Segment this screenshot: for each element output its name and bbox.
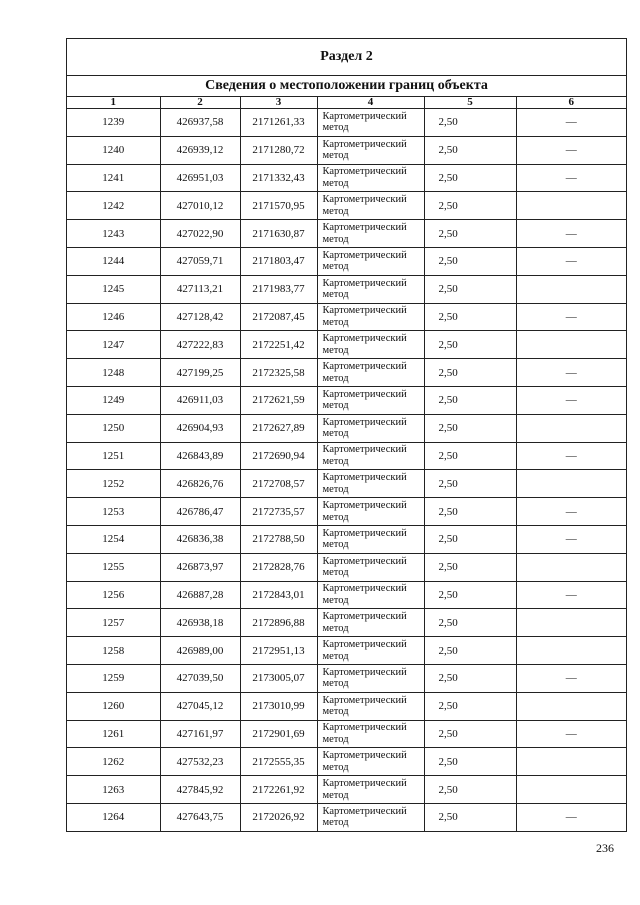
column-header: 3	[240, 97, 317, 109]
column-6-cell	[516, 331, 626, 359]
boundary-table	[67, 97, 626, 832]
column-6-cell: —	[516, 664, 626, 692]
coord-y-cell: 2172621,59	[240, 386, 317, 414]
accuracy-cell: 2,50	[424, 525, 516, 553]
point-number-cell: 1258	[67, 637, 160, 665]
coord-y-cell: 2172261,92	[240, 776, 317, 804]
method-cell: Картометрический метод	[317, 609, 424, 637]
column-6-cell	[516, 192, 626, 220]
table-row	[67, 664, 626, 692]
coord-y-cell: 2172788,50	[240, 525, 317, 553]
method-cell: Картометрический метод	[317, 525, 424, 553]
section-subtitle: Сведения о местоположении границ объекта	[67, 76, 626, 97]
accuracy-cell: 2,50	[424, 303, 516, 331]
coord-x-cell: 427199,25	[160, 359, 240, 387]
accuracy-cell: 2,50	[424, 220, 516, 248]
method-cell: Картометрический метод	[317, 275, 424, 303]
coord-y-cell: 2171570,95	[240, 192, 317, 220]
section-title: Раздел 2	[67, 39, 626, 76]
accuracy-cell: 2,50	[424, 331, 516, 359]
method-cell: Картометрический метод	[317, 220, 424, 248]
method-cell: Картометрический метод	[317, 136, 424, 164]
column-header: 5	[424, 97, 516, 109]
coord-x-cell: 427643,75	[160, 803, 240, 831]
table-row	[67, 359, 626, 387]
coord-x-cell: 426951,03	[160, 164, 240, 192]
coord-y-cell: 2172251,42	[240, 331, 317, 359]
coord-y-cell: 2173005,07	[240, 664, 317, 692]
coord-x-cell: 426911,03	[160, 386, 240, 414]
table-row	[67, 247, 626, 275]
method-cell: Картометрический метод	[317, 247, 424, 275]
table-row	[67, 192, 626, 220]
accuracy-cell: 2,50	[424, 776, 516, 804]
table-row	[67, 803, 626, 831]
accuracy-cell: 2,50	[424, 553, 516, 581]
coord-x-cell: 426836,38	[160, 525, 240, 553]
column-6-cell: —	[516, 386, 626, 414]
coord-y-cell: 2171803,47	[240, 247, 317, 275]
method-cell: Картометрический метод	[317, 414, 424, 442]
method-cell: Картометрический метод	[317, 386, 424, 414]
point-number-cell: 1256	[67, 581, 160, 609]
point-number-cell: 1246	[67, 303, 160, 331]
coord-y-cell: 2172325,58	[240, 359, 317, 387]
column-6-cell: —	[516, 220, 626, 248]
coord-x-cell: 427222,83	[160, 331, 240, 359]
coord-x-cell: 426989,00	[160, 637, 240, 665]
column-6-cell	[516, 609, 626, 637]
accuracy-cell: 2,50	[424, 247, 516, 275]
method-cell: Картометрический метод	[317, 803, 424, 831]
method-cell: Картометрический метод	[317, 442, 424, 470]
method-cell: Картометрический метод	[317, 498, 424, 526]
column-6-cell: —	[516, 164, 626, 192]
coord-y-cell: 2171630,87	[240, 220, 317, 248]
coord-y-cell: 2171983,77	[240, 275, 317, 303]
method-cell: Картометрический метод	[317, 109, 424, 137]
point-number-cell: 1263	[67, 776, 160, 804]
column-6-cell	[516, 553, 626, 581]
coord-x-cell: 427059,71	[160, 247, 240, 275]
coord-x-cell: 426887,28	[160, 581, 240, 609]
accuracy-cell: 2,50	[424, 720, 516, 748]
coord-y-cell: 2172026,92	[240, 803, 317, 831]
point-number-cell: 1253	[67, 498, 160, 526]
coord-y-cell: 2172690,94	[240, 442, 317, 470]
column-6-cell: —	[516, 581, 626, 609]
accuracy-cell: 2,50	[424, 164, 516, 192]
accuracy-cell: 2,50	[424, 109, 516, 137]
column-6-cell: —	[516, 109, 626, 137]
column-6-cell: —	[516, 247, 626, 275]
column-6-cell: —	[516, 442, 626, 470]
column-6-cell: —	[516, 720, 626, 748]
coord-y-cell: 2172843,01	[240, 581, 317, 609]
column-6-cell: —	[516, 136, 626, 164]
point-number-cell: 1259	[67, 664, 160, 692]
table-row	[67, 720, 626, 748]
method-cell: Картометрический метод	[317, 637, 424, 665]
column-6-cell	[516, 692, 626, 720]
coord-y-cell: 2172828,76	[240, 553, 317, 581]
coord-x-cell: 426904,93	[160, 414, 240, 442]
accuracy-cell: 2,50	[424, 803, 516, 831]
coord-x-cell: 426939,12	[160, 136, 240, 164]
table-row	[67, 275, 626, 303]
method-cell: Картометрический метод	[317, 470, 424, 498]
accuracy-cell: 2,50	[424, 136, 516, 164]
point-number-cell: 1249	[67, 386, 160, 414]
column-header: 6	[516, 97, 626, 109]
column-6-cell: —	[516, 498, 626, 526]
accuracy-cell: 2,50	[424, 192, 516, 220]
table-row	[67, 331, 626, 359]
coord-x-cell: 426826,76	[160, 470, 240, 498]
method-cell: Картометрический метод	[317, 192, 424, 220]
point-number-cell: 1255	[67, 553, 160, 581]
method-cell: Картометрический метод	[317, 553, 424, 581]
column-header-row	[67, 97, 626, 109]
coord-x-cell: 427845,92	[160, 776, 240, 804]
table-row	[67, 776, 626, 804]
accuracy-cell: 2,50	[424, 692, 516, 720]
coord-x-cell: 427010,12	[160, 192, 240, 220]
table-row	[67, 414, 626, 442]
table-row	[67, 136, 626, 164]
point-number-cell: 1240	[67, 136, 160, 164]
column-6-cell	[516, 470, 626, 498]
coord-x-cell: 426938,18	[160, 609, 240, 637]
point-number-cell: 1262	[67, 748, 160, 776]
method-cell: Картометрический метод	[317, 164, 424, 192]
table-row	[67, 525, 626, 553]
coord-x-cell: 427039,50	[160, 664, 240, 692]
coord-y-cell: 2171332,43	[240, 164, 317, 192]
point-number-cell: 1257	[67, 609, 160, 637]
table-row	[67, 442, 626, 470]
method-cell: Картометрический метод	[317, 748, 424, 776]
coord-x-cell: 426873,97	[160, 553, 240, 581]
coord-x-cell: 427532,23	[160, 748, 240, 776]
coord-y-cell: 2172087,45	[240, 303, 317, 331]
method-cell: Картометрический метод	[317, 776, 424, 804]
accuracy-cell: 2,50	[424, 664, 516, 692]
table-row	[67, 109, 626, 137]
point-number-cell: 1261	[67, 720, 160, 748]
method-cell: Картометрический метод	[317, 359, 424, 387]
coord-x-cell: 427161,97	[160, 720, 240, 748]
point-number-cell: 1254	[67, 525, 160, 553]
column-6-cell	[516, 748, 626, 776]
coord-x-cell: 427113,21	[160, 275, 240, 303]
coord-x-cell: 427045,12	[160, 692, 240, 720]
coord-y-cell: 2172555,35	[240, 748, 317, 776]
accuracy-cell: 2,50	[424, 359, 516, 387]
document-frame	[66, 38, 627, 832]
table-row	[67, 386, 626, 414]
column-6-cell: —	[516, 803, 626, 831]
coord-y-cell: 2172901,69	[240, 720, 317, 748]
point-number-cell: 1239	[67, 109, 160, 137]
coord-x-cell: 426843,89	[160, 442, 240, 470]
point-number-cell: 1241	[67, 164, 160, 192]
coord-y-cell: 2172627,89	[240, 414, 317, 442]
table-row	[67, 220, 626, 248]
point-number-cell: 1247	[67, 331, 160, 359]
method-cell: Картометрический метод	[317, 692, 424, 720]
coord-y-cell: 2171280,72	[240, 136, 317, 164]
method-cell: Картометрический метод	[317, 664, 424, 692]
column-6-cell: —	[516, 303, 626, 331]
coord-x-cell: 426937,58	[160, 109, 240, 137]
coord-y-cell: 2172951,13	[240, 637, 317, 665]
coord-y-cell: 2172896,88	[240, 609, 317, 637]
coord-x-cell: 427128,42	[160, 303, 240, 331]
table-row	[67, 581, 626, 609]
column-6-cell: —	[516, 359, 626, 387]
accuracy-cell: 2,50	[424, 581, 516, 609]
accuracy-cell: 2,50	[424, 637, 516, 665]
accuracy-cell: 2,50	[424, 498, 516, 526]
accuracy-cell: 2,50	[424, 414, 516, 442]
point-number-cell: 1242	[67, 192, 160, 220]
table-row	[67, 470, 626, 498]
method-cell: Картометрический метод	[317, 581, 424, 609]
accuracy-cell: 2,50	[424, 609, 516, 637]
table-row	[67, 637, 626, 665]
column-6-cell: —	[516, 525, 626, 553]
coord-y-cell: 2172735,57	[240, 498, 317, 526]
accuracy-cell: 2,50	[424, 386, 516, 414]
accuracy-cell: 2,50	[424, 442, 516, 470]
accuracy-cell: 2,50	[424, 470, 516, 498]
coord-y-cell: 2172708,57	[240, 470, 317, 498]
column-6-cell	[516, 275, 626, 303]
method-cell: Картометрический метод	[317, 720, 424, 748]
point-number-cell: 1260	[67, 692, 160, 720]
point-number-cell: 1252	[67, 470, 160, 498]
point-number-cell: 1250	[67, 414, 160, 442]
point-number-cell: 1244	[67, 247, 160, 275]
table-row	[67, 748, 626, 776]
table-row	[67, 164, 626, 192]
point-number-cell: 1264	[67, 803, 160, 831]
table-row	[67, 553, 626, 581]
column-6-cell	[516, 776, 626, 804]
column-header: 2	[160, 97, 240, 109]
point-number-cell: 1251	[67, 442, 160, 470]
coord-y-cell: 2171261,33	[240, 109, 317, 137]
method-cell: Картометрический метод	[317, 303, 424, 331]
table-row	[67, 303, 626, 331]
point-number-cell: 1248	[67, 359, 160, 387]
point-number-cell: 1245	[67, 275, 160, 303]
accuracy-cell: 2,50	[424, 748, 516, 776]
coord-x-cell: 427022,90	[160, 220, 240, 248]
table-row	[67, 692, 626, 720]
method-cell: Картометрический метод	[317, 331, 424, 359]
column-header: 1	[67, 97, 160, 109]
column-header: 4	[317, 97, 424, 109]
column-6-cell	[516, 414, 626, 442]
table-row	[67, 609, 626, 637]
accuracy-cell: 2,50	[424, 275, 516, 303]
column-6-cell	[516, 637, 626, 665]
coord-y-cell: 2173010,99	[240, 692, 317, 720]
point-number-cell: 1243	[67, 220, 160, 248]
coord-x-cell: 426786,47	[160, 498, 240, 526]
page-number: 236	[596, 841, 614, 855]
table-row	[67, 498, 626, 526]
